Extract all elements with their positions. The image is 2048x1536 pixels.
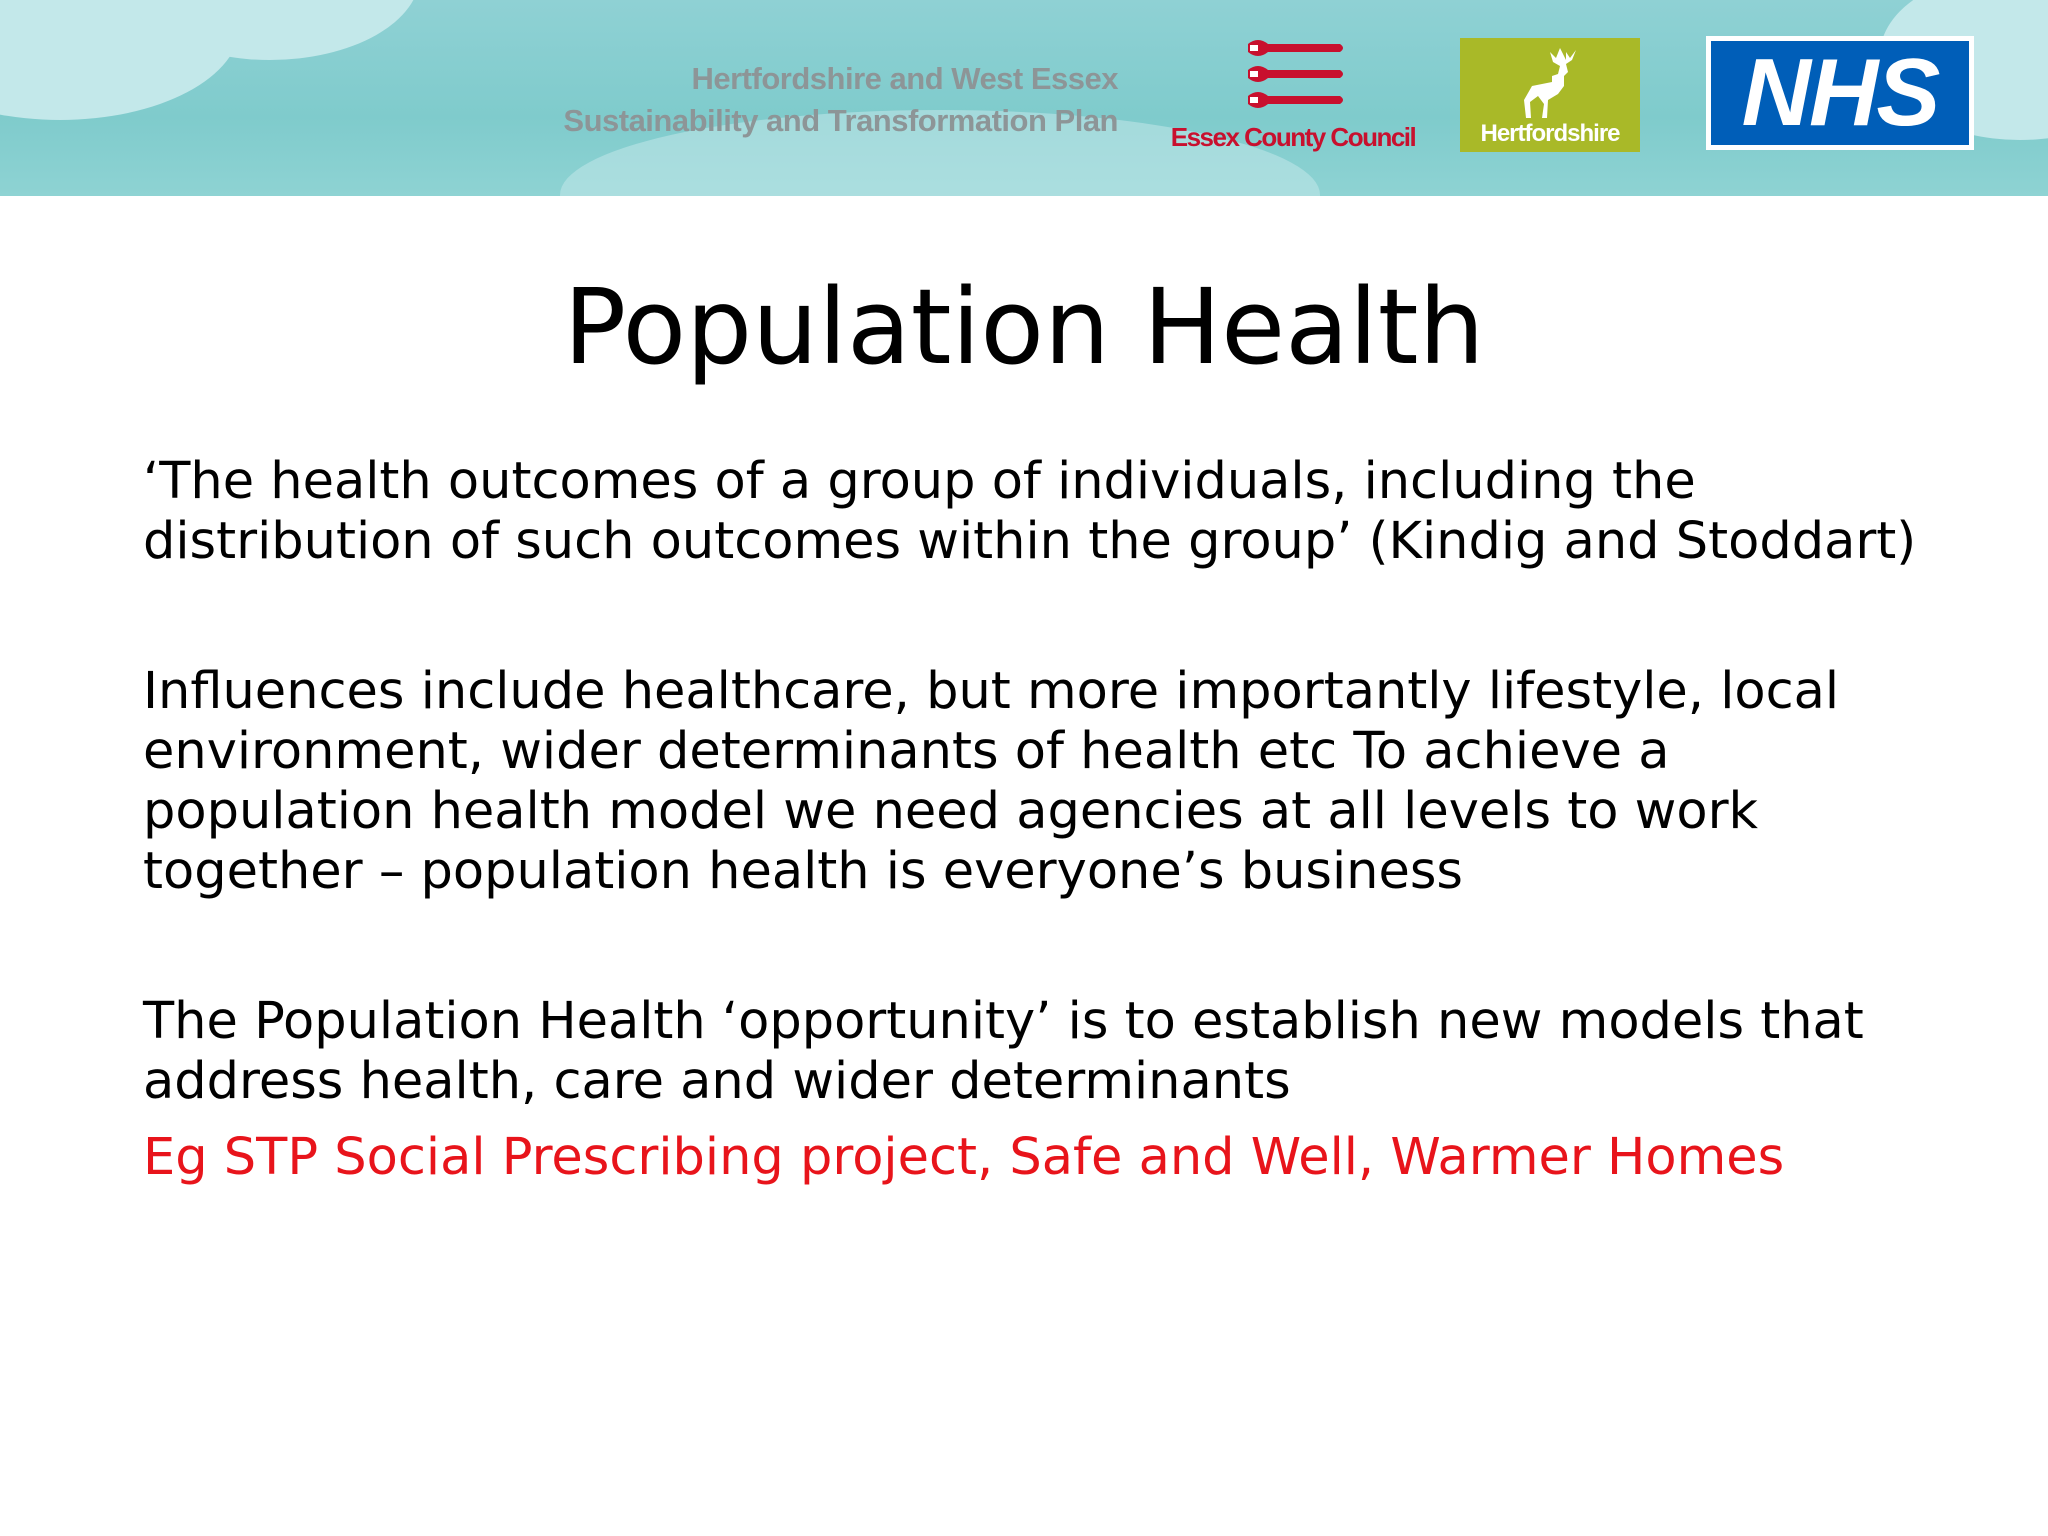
influences-paragraph: Influences include healthcare, but more importantly lifestyle, local environment, wider determinants of health etc To achieve a population health model we need agencies at all levels to work together – population health is everyone’s business — [143, 662, 1840, 901]
essex-logo-label: Essex County Council — [1170, 122, 1416, 152]
hertfordshire-logo — [1460, 38, 1640, 152]
nhs-logo-label: NHS — [1711, 41, 1969, 145]
stag-icon — [1460, 42, 1640, 126]
nhs-logo — [1706, 36, 1974, 150]
hertfordshire-logo-label: Hertfordshire — [1480, 120, 1620, 147]
definition-paragraph: ‘The health outcomes of a group of individuals, including the distribution of such outcomes within the group’ (Kindig and Stoddart) — [143, 452, 1917, 571]
slide-title: Population Health — [563, 266, 1485, 388]
three-seaxes-icon — [1170, 36, 1416, 126]
plan-title: Hertfordshire and West Essex Sustainability and Transformation Plan — [563, 61, 1118, 138]
slide-header — [0, 0, 2048, 196]
essex-county-council-logo — [1170, 36, 1416, 156]
opportunity-paragraph: The Population Health ‘opportunity’ is to establish new models that address health, care and wider determinants — [143, 992, 1864, 1111]
examples-line: Eg STP Social Prescribing project, Safe and Well, Warmer Homes — [143, 1128, 1785, 1187]
